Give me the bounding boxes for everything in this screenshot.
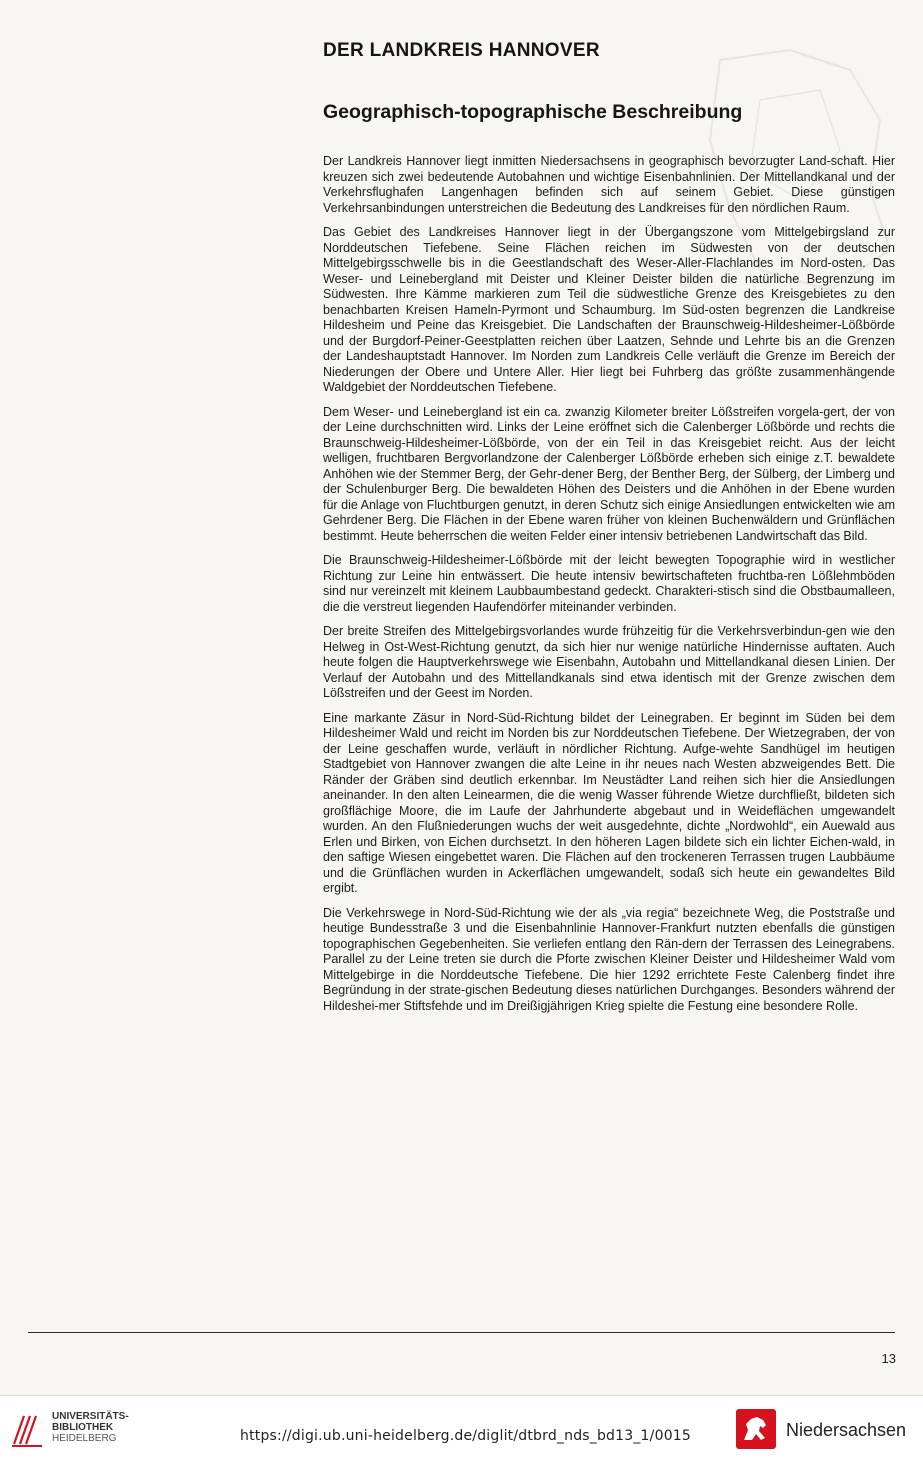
footer-rule [28,1332,895,1333]
paragraph-7: Die Verkehrswege in Nord-Süd-Richtung wie der als „via regia“ bezeichnete Weg, die Poststraße und heutige Bundesstraße 3 und die Eisenbahnlinie Hannover-Frankfurt nutzten ebenfalls die günstigen topographischen Gegebenheiten. Sie verliefen entlang den Rän-dern der Terrassen des Leinegrabens. Parallel zu der Leine treten sie durch die Pforte zwischen Kleiner Deister und Hildesheimer Wald vom Mittelgebirge in die Norddeutsche Tiefebene. Die hier 1292 errichtete Feste Calenberg findet ihre Begründung in der strate-gischen Bedeutung dieses natürlichen Durchganges. Besonders während der Hildeshei-mer Stiftsfehde und im Dreißigjährigen Krieg spielte die Festung eine besondere Rolle. [323,905,895,1013]
library-name-line1: UNIVERSITÄTS- [52,1411,129,1422]
paragraph-1: Der Landkreis Hannover liegt inmitten Niedersachsens in geographisch bevorzugter Land-schaft. Hier kreuzen sich zwei bedeutende Autobahnen und wichtige Eisenbahnlinien. Der Mittellandkanal und der Verkehrsflughafen Langenhagen befinden sich auf seinem Gebiet. Diese günstigen Verkehrsanbindungen unterstreichen die Bedeutung des Landkreises für den nördlichen Raum. [323,154,895,215]
paragraph-6: Eine markante Zäsur in Nord-Süd-Richtung bildet der Leinegraben. Er beginnt im Süden bei dem Hildesheimer Wald und reicht im Norden bis zur Norddeutschen Tiefebene. Der Wietzegraben, der von der Leine geschaffen wurde, verläuft in nördlicher Richtung. Aufge-wehte Sandhügel im heutigen Stadtgebiet von Hannover zwangen die alte Leine in ihr neues nach Westen abzweigendes Bett. Die Ränder der Gräben sind deutlich erkennbar. Im Neustädter Land reihen sich hier die Ansiedlungen aneinander. In den alten Leinearmen, die die wenig Wasser führende Wietze durchfließt, bildeten sich großflächige Moore, die im Laufe der Jahrhunderte abgebaut und in Weideflächen umgewandelt wurden. An den Flußniederungen wuchs der weit ausgedehnte, dichte „Nordwohld“, ein Auewald aus Erlen und Birken, von Eichen durchsetzt. In den höheren Lagen bildete sich ein lichter Eichen-wald, in den saftige Wiesen eingebettet waren. Die Flächen auf den trockeneren Terrassen trugen Laubbäume und die Grünflächen wurden in Ackerflächen umgewandelt, sodaß sich heute ein gewandeltes Bild ergibt. [323,710,895,895]
document-url[interactable]: https://digi.ub.uni-heidelberg.de/diglit/dtbrd_nds_bd13_1/0015 [240,1428,692,1444]
paragraph-5: Der breite Streifen des Mittelgebirgsvorlandes wurde frühzeitig für die Verkehrsverbindun-gen wie den Helweg in Ost-West-Richtung genutzt, da sich hier nur wenige natürliche Hindernisse auftaten. Auch heute folgen die Hauptverkehrswege wie Eisenbahn, Autobahn und Mittellandkanal diesen Linien. Der Verlauf der Autobahn und des Mittellandkanals sind etwa identisch mit der Grenze zwischen dem Lößstreifen und der Geest im Norden. [323,624,895,700]
university-library-logo-icon[interactable] [10,1410,46,1450]
niedersachsen-horse-logo-icon[interactable] [735,1408,777,1450]
paragraph-3: Dem Weser- und Leinebergland ist ein ca. zwanzig Kilometer breiter Lößstreifen vorgela-gert, der von der Leine durchschnitten wird. Links der Leine eröffnet sich die Calenberger Lößbörde und rechts die Braunschweig-Hildesheimer-Lößbörde, von der ein Teil in das Kreisgebiet reicht. Aus der leicht welligen, fruchtbaren Bergvorlandzone der Calenberger Lößbörde erheben sich einige z.T. bewaldete Anhöhen wie der Stemmer Berg, der Gehr-dener Berg, der Benther Berg, der Sülberg, der Limberg und der Schulenburger Berg. Die bewaldeten Höhen des Deisters und die Anhöhen in der Ebene wurden für die Anlage von Fluchtburgen genutzt, in deren Schutz sich einige Ansiedlungen entwickelten wie am Gehrdener Berg. Die Flächen in der Ebene waren früher von kleinen Buchenwäldern und Grünflächen bestimmt. Heute beherrschen die weiten Felder einer intensiv betriebenen Landwirtschaft das Bild. [323,404,895,543]
section-title: Geographisch-topographische Beschreibung [323,101,743,123]
body-text [323,154,895,1023]
library-name [52,1411,129,1444]
viewer-footer [0,1395,923,1463]
state-name: Niedersachsen [786,1420,907,1440]
paragraph-2: Das Gebiet des Landkreises Hannover liegt in der Übergangszone vom Mittelgebirgsland zur Norddeutschen Tiefebene. Seine Flächen reichen im Südwesten von der deutschen Mittelgebirgsschwelle bis in die Geestlandschaft des Weser-Aller-Flachlandes im Nord-osten. Das Weser- und Leinebergland mit Deister und Kleiner Deister bilden die natürliche Begrenzung im Südwesten. Ihre Kämme markieren zum Teil die südwestliche Grenze des Kreisgebietes zu den benachbarten Kreisen Hameln-Pyrmont und Schaumburg. Im Süd-osten begrenzen die Landkreise Hildesheim und Peine das Kreisgebiet. Die Landschaften der Braunschweig-Hildesheimer-Lößbörde und der Burgdorf-Peiner-Geestplatten reichen über Laatzen, Sehnde und Lehrte bis an die Grenzen der Landeshauptstadt Hannover. Im Norden zum Landkreis Celle verläuft die Grenze im Bereich der Niederungen der Obere und Untere Aller. Hier liegt bei Fuhrberg das größte zusammenhängende Waldgebiet der Norddeutschen Tiefebene. [323,225,895,394]
paragraph-4: Die Braunschweig-Hildesheimer-Lößbörde mit der leicht bewegten Topographie wird in westlicher Richtung zur Leine hin entwässert. Die heute intensiv bewirtschafteten fruchtba-ren Lößlehmböden sind nur vereinzelt mit kleinem Laubbaumbestand gedeckt. Charakteri-stisch sind die Obstbaumalleen, die die verstreut liegenden Haufendörfer miteinander verbinden. [323,553,895,614]
library-name-line2: BIBLIOTHEK [52,1422,114,1433]
page-number: 13 [881,1351,896,1366]
library-name-line3: HEIDELBERG [52,1433,117,1444]
running-head: DER LANDKREIS HANNOVER [323,40,600,61]
